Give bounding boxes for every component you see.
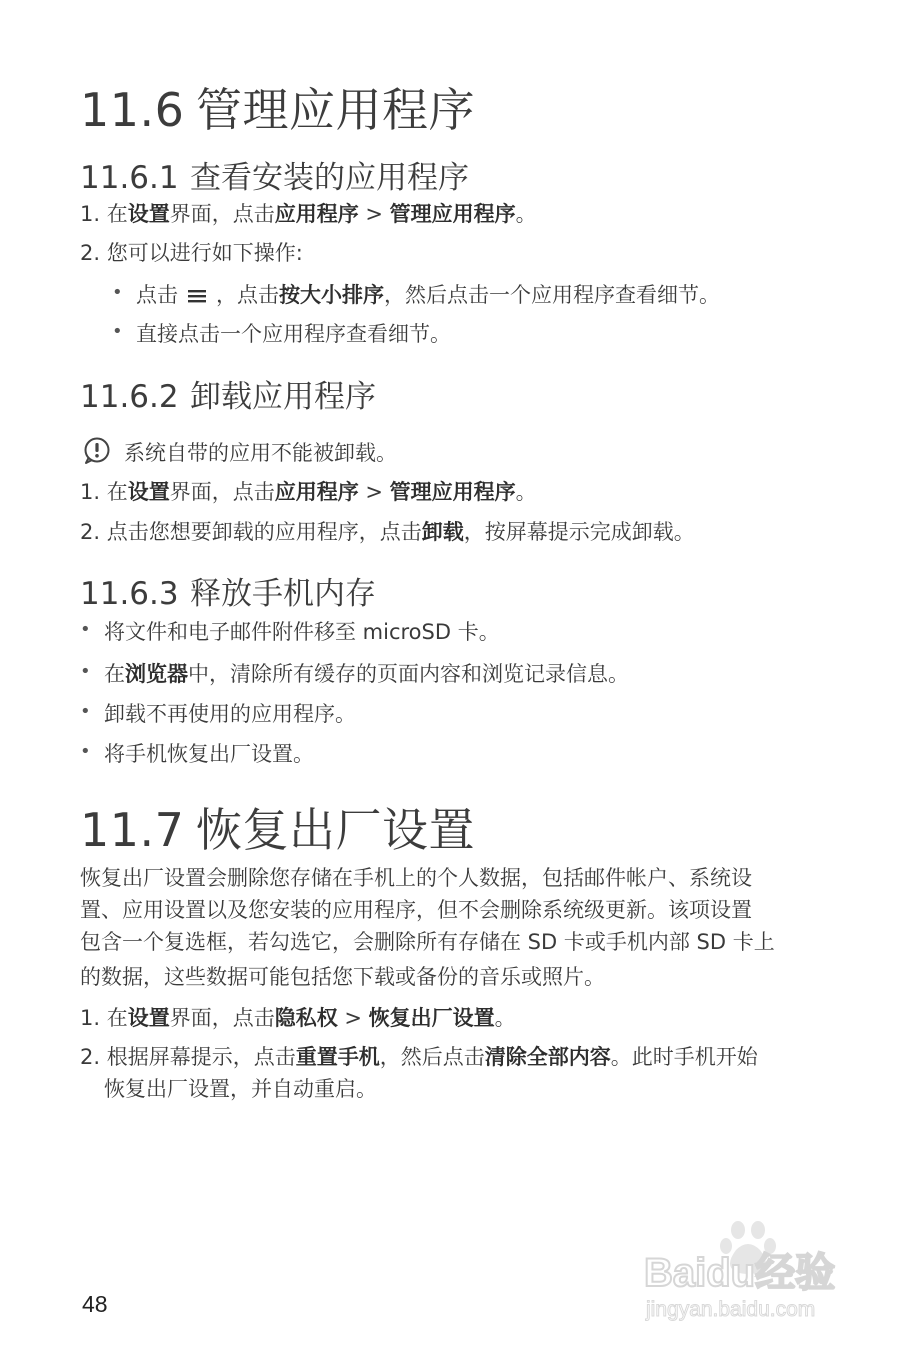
- paragraph-line: 包含一个复选框，若勾选它，会删除所有存储在 SD 卡或手机内部 SD 卡上: [80, 930, 775, 954]
- bullet-dot: •: [80, 741, 91, 762]
- bullet-dot: •: [112, 282, 123, 303]
- step-1: 1. 在设置界面，点击应用程序 > 管理应用程序。: [80, 480, 537, 504]
- paragraph-line: 置、应用设置以及您安装的应用程序，但不会删除系统级更新。该项设置: [80, 898, 752, 922]
- warning-icon: [82, 436, 112, 466]
- section-number: 11.6: [80, 83, 185, 137]
- step-1: 1. 在设置界面，点击隐私权 > 恢复出厂设置。: [80, 1006, 516, 1030]
- step-1: 1. 在设置界面，点击应用程序 > 管理应用程序。: [80, 202, 537, 226]
- step-2: 2. 根据屏幕提示，点击重置手机，然后点击清除全部内容。此时手机开始: [80, 1045, 758, 1069]
- subsection-number: 11.6.2: [80, 379, 179, 415]
- watermark-brand: Baidu经验: [644, 1251, 836, 1295]
- subsection-title: 查看安装的应用程序: [190, 160, 469, 196]
- baidu-jingyan-watermark: [640, 1220, 860, 1330]
- bullet-dot: •: [80, 619, 91, 640]
- page-number: 48: [82, 1291, 108, 1317]
- section-number: 11.7: [80, 803, 185, 857]
- note-text: 系统自带的应用不能被卸载。: [124, 441, 397, 465]
- section-title: 恢复出厂设置: [196, 803, 475, 857]
- step-2-continuation: 恢复出厂设置，并自动重启。: [104, 1077, 377, 1101]
- subsection-heading-11-6-1: [80, 152, 469, 197]
- bullet-item: 将文件和电子邮件附件移至 microSD 卡。: [104, 620, 500, 644]
- section-heading-11-6: [80, 74, 475, 140]
- paragraph-line: 恢复出厂设置会删除您存储在手机上的个人数据，包括邮件帐户、系统设: [80, 866, 752, 890]
- subsection-heading-11-6-2: [80, 371, 376, 416]
- subsection-number: 11.6.1: [80, 160, 179, 196]
- paragraph-line: 的数据，这些数据可能包括您下载或备份的音乐或照片。: [80, 965, 605, 989]
- bullet-dot: •: [80, 661, 91, 682]
- bullet-dot: •: [112, 321, 123, 342]
- subsection-heading-11-6-3: [80, 568, 376, 613]
- bullet-dot: •: [80, 701, 91, 722]
- step-2: 2. 点击您想要卸载的应用程序，点击卸载，按屏幕提示完成卸载。: [80, 520, 695, 544]
- subsection-title: 卸载应用程序: [190, 379, 376, 415]
- bullet-item: 卸载不再使用的应用程序。: [104, 702, 356, 726]
- bullet-item: 在浏览器中，清除所有缓存的页面内容和浏览记录信息。: [104, 662, 629, 686]
- bullet-item: 点击 ，点击按大小排序，然后点击一个应用程序查看细节。: [136, 283, 720, 307]
- subsection-number: 11.6.3: [80, 576, 179, 612]
- menu-icon: [188, 289, 206, 303]
- watermark-url: jingyan.baidu.com: [646, 1298, 816, 1321]
- section-title: 管理应用程序: [196, 83, 475, 137]
- subsection-title: 释放手机内存: [190, 576, 376, 612]
- bullet-item: 直接点击一个应用程序查看细节。: [136, 322, 451, 346]
- step-2: 2. 您可以进行如下操作:: [80, 241, 303, 265]
- section-heading-11-7: [80, 794, 475, 860]
- bullet-item: 将手机恢复出厂设置。: [104, 742, 314, 766]
